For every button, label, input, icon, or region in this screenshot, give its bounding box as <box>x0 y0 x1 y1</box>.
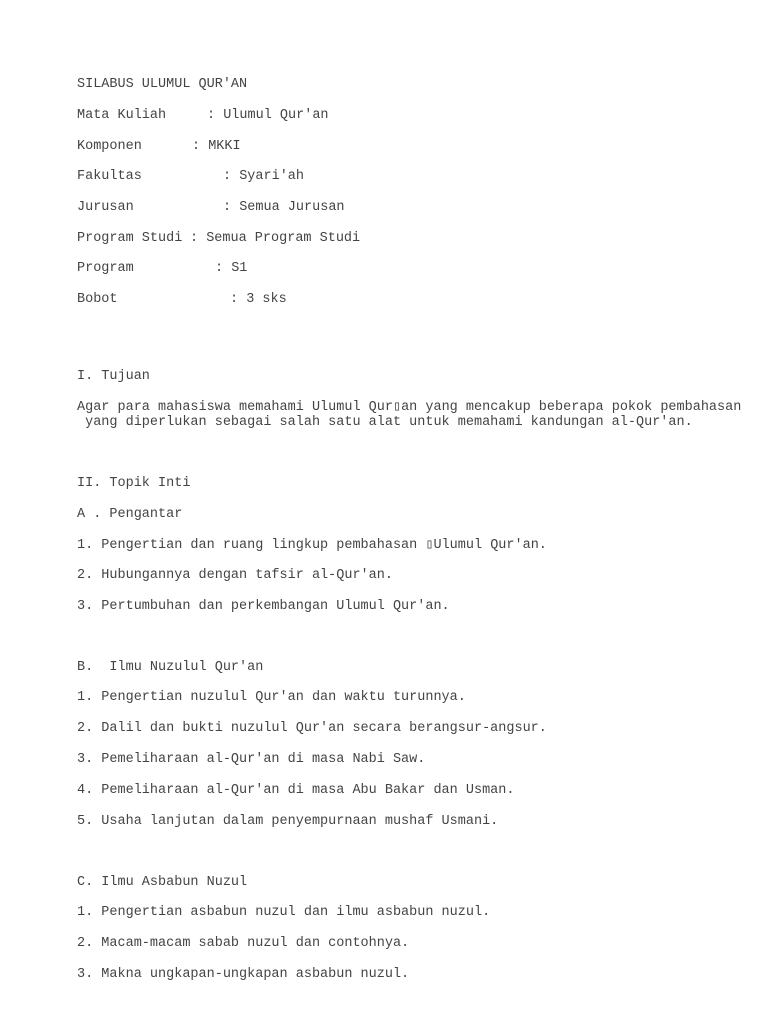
list-item: 1. Pengertian dan ruang lingkup pembahasan ▯Ulumul Qur'an. <box>77 538 547 553</box>
field-value: : MKKI <box>192 139 241 154</box>
list-item: 4. Pemeliharaan al-Qur'an di masa Abu Bakar dan Usman. <box>77 783 515 798</box>
list-item: 3. Pertumbuhan dan perkembangan Ulumul Qur'an. <box>77 599 450 614</box>
document-title: SILABUS ULUMUL QUR'AN <box>77 77 248 92</box>
paragraph-line: Agar para mahasiswa memahami Ulumul Qur▯an yang mencakup beberapa pokok pembahasan <box>77 400 742 415</box>
field-label: Program Studi <box>77 231 183 246</box>
field-label: Fakultas <box>77 169 142 184</box>
list-item: 2. Macam-macam sabab nuzul dan contohnya. <box>77 936 410 951</box>
list-item: 5. Usaha lanjutan dalam penyempurnaan mushaf Usmani. <box>77 814 499 829</box>
section-heading: II. Topik Inti <box>77 476 191 491</box>
list-item: 1. Pengertian asbabun nuzul dan ilmu asbabun nuzul. <box>77 905 491 920</box>
list-item: 2. Hubungannya dengan tafsir al-Qur'an. <box>77 568 393 583</box>
field-value: : Syari'ah <box>223 169 305 184</box>
subsection-heading: C. Ilmu Asbabun Nuzul <box>77 875 248 890</box>
list-item: 1. Pengertian nuzulul Qur'an dan waktu turunnya. <box>77 690 466 705</box>
field-label: Program <box>77 261 134 276</box>
field-value: : 3 sks <box>230 292 287 307</box>
field-label: Mata Kuliah <box>77 108 167 123</box>
list-item: 2. Dalil dan bukti nuzulul Qur'an secara berangsur-angsur. <box>77 721 547 736</box>
list-item: 3. Makna ungkapan-ungkapan asbabun nuzul. <box>77 967 410 982</box>
list-item: 3. Pemeliharaan al-Qur'an di masa Nabi Saw. <box>77 752 426 767</box>
field-label: Jurusan <box>77 200 134 215</box>
field-value: : Semua Program Studi <box>190 231 361 246</box>
field-value: : S1 <box>215 261 248 276</box>
field-value: : Semua Jurusan <box>223 200 345 215</box>
section-heading: I. Tujuan <box>77 369 150 384</box>
subsection-heading: A . Pengantar <box>77 507 183 522</box>
paragraph-line: yang diperlukan sebagai salah satu alat untuk memahami kandungan al-Qur'an. <box>77 415 693 430</box>
field-label: Komponen <box>77 139 142 154</box>
subsection-heading: B. Ilmu Nuzulul Qur'an <box>77 660 264 675</box>
field-label: Bobot <box>77 292 118 307</box>
field-value: : Ulumul Qur'an <box>207 108 329 123</box>
